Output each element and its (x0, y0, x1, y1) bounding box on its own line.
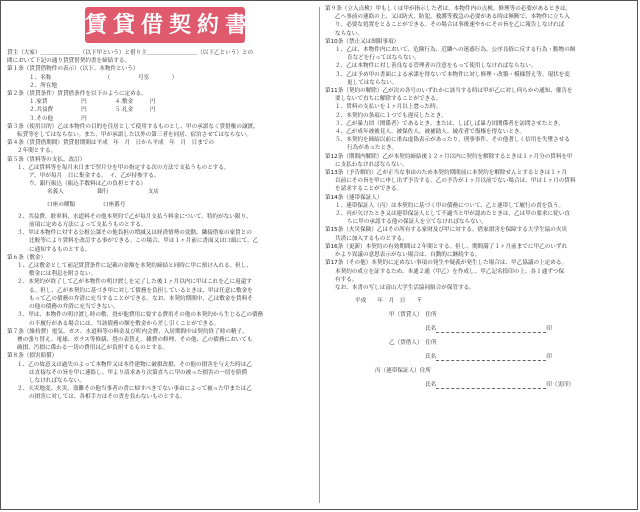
clause-line: ２.共益費 円 ５.礼金 円 (29, 107, 156, 114)
column-divider (319, 7, 320, 503)
clause-line: ウ、銀行振込（振込手数料は乙の負担とする） (29, 181, 147, 188)
signature-name-row (325, 350, 635, 364)
clause-line: の他の債務の弁済に充当できない。 (29, 304, 119, 311)
right-clauses (325, 5, 635, 292)
clause-line: 要しないで直ちに解除することができる。 (335, 96, 442, 103)
clause-line: 第２条（賃貸条件）賃貸借条件を以下のように定める。 (7, 91, 147, 98)
clause-line: ２年間とする。 (17, 148, 57, 155)
signature-block (325, 294, 635, 392)
seal-mark: 印 (546, 326, 552, 333)
left-clauses (7, 49, 313, 402)
clause-line: １、名称 （ 号室 ） (29, 74, 178, 81)
clause-line: 襖の張り替え、電球、ガラス等修繕、畳の表替え、雑費の修理、その他、乙の債務においても (17, 336, 253, 343)
clause-line: ３.その他 円 (29, 115, 87, 122)
clause-line: ２、丙が欠けたとき又は連帯保証人として不適当と甲が認めたときは、乙は甲の要求に従い直 (335, 211, 570, 218)
clause-line: 有する。 (335, 276, 358, 283)
clause-line: １、賃料の支払いを１ヶ月以上怠った時。 (335, 104, 442, 111)
clause-line: 第16条（更新）本契約の有効期間は２年間とする。但し、期間満了１ヶ月前までに甲乙のいずれ (325, 243, 568, 250)
signature-party-label: 丙（連帯保証人）住所 (375, 368, 431, 375)
clause-line: 更してはならない。 (347, 79, 398, 86)
seal-mark: 印（実印） (546, 382, 575, 389)
clause-line: 以前にその旨を甲に申し出ず予告する。乙の予告が１ヶ月以前でない場合は、甲は１ヶ月の賃料 (335, 178, 576, 185)
clause-line: 第７条（維持費）電気、ガス、水道料等の料金及び町内会費、入居期間中は契約終了時の精子、 (7, 328, 248, 335)
signature-name-row (325, 378, 635, 392)
seal-mark: 印 (546, 354, 552, 361)
clause-line: 敷金には利息を附さない。 (29, 271, 97, 278)
clause-line: 第８条（損害賠償） (7, 353, 58, 360)
clause-line: ２、本契約の条項に１つでも違反したとき。 (335, 112, 447, 119)
name-input-line[interactable] (436, 352, 546, 361)
clause-line: は直接なその旨を甲に連絡し、甲より請求あり次第直ちに甲の被った損害の一切を賠償 (29, 369, 248, 376)
name-label: 氏名 (425, 382, 437, 389)
clause-line: 第４条（賃貸借期間）賃貸借期間は平成 年 月 日から平成 年 月 日までの (7, 140, 214, 147)
clause-line: を請求することができる。 (335, 186, 403, 193)
clause-line: 転貸等をしてはならない。また、甲が承諾した以外の第三者を同居、宿泊させてはならない。 (17, 132, 252, 139)
clause-line: 第10条（禁止又は制限事項） (325, 38, 400, 45)
clause-line: 本契約の成立を証するため、本通２通（甲乙）を作成し、甲乙記名捺印の上、各１通ずつ保 (335, 268, 565, 275)
clause-line: ちに甲の承認する他の保証人を立てなければならない。 (347, 219, 487, 226)
clause-line: ２、所在地 (29, 82, 57, 89)
clause-line: ２、天災地変、火災、盗難その他当事者の責に帰すべきでない事由によって被った甲または乙 (17, 386, 252, 393)
clause-line: 第３条（使用目的）乙は本物件の目的を住居として使用するものとし、甲の承諾なく賃借権の譲渡、 (7, 123, 259, 130)
title-area (7, 5, 313, 49)
clause-line: ならない。 (335, 30, 363, 37)
signature-party-label: 甲（賃貸人） 住所 (389, 312, 437, 319)
clause-line: 第５条（賃料等の支払、改訂） (7, 156, 86, 163)
clause-line: なお、本書の写しは富山大学生活協同組合が保管する。 (335, 284, 475, 291)
clause-line: に支払わなければならない。 (335, 161, 408, 168)
document-title: 賃貸借契約書 (85, 7, 245, 43)
clause-line: 口座の種類 口座番号 (47, 201, 126, 208)
clause-line: ア、甲が毎月 日に集金する。 イ、乙が持参する。 (29, 173, 160, 180)
left-column (7, 5, 313, 402)
clause-line: 行為があったとき。 (347, 145, 398, 152)
clause-line: 育などを行ってはならない。 (347, 55, 420, 62)
name-input-line[interactable] (436, 324, 546, 333)
clause-line: 共済に加入するものとする。 (335, 235, 408, 242)
clause-line: 第13条（予告解約）乙が正当な事由のため本契約期間前に本契約を解除せんとするときは１ヶ月 (325, 170, 568, 177)
clause-line: 第11条（契約の解除）乙が次の各号のいずれかに該当する時は甲が乙に対し何らかの通知、催告を (325, 88, 573, 95)
clause-line: しなければならない。 (29, 377, 85, 384)
clause-line: 第９条（立入点検）甲もしくは甲が指示した者は、本物件内の点検、修理等の必要があるときは、 (325, 6, 572, 12)
clause-line: かより異議の意思表示がない場合は、自動的に継続する。 (335, 252, 481, 259)
clause-line: ２、本契約が終了して乙が本物件の明け渡しを完了した後１ヶ月以内に甲はこれを乙に返還す (17, 279, 252, 286)
clause-line: ２、乙は本物件に対し善良なる管理者の注意をもって使用しなければならない。 (335, 63, 537, 70)
clause-line: 第14条（連帯保証人） (325, 194, 383, 201)
clause-line: 乙へ事前の連絡の上、又は防火、防犯、救護等救急の必要がある時は無断で、本物件に立ち入 (335, 14, 570, 21)
clause-line: 名義人 銀行 支店 (47, 189, 159, 196)
clause-line: ４、乙が成年被後見人、被保佐人、被補助人、破産者で復権を得ないとき。 (335, 129, 525, 136)
clause-line: 破損、汚損に係わる一切の費用は乙が負担するものとする。 (17, 345, 169, 352)
name-input-line[interactable] (436, 380, 546, 389)
clause-line: ３、乙が暴力団（関係者）であるとき。または、しばしば暴力団関係者を訪問させたとき。 (335, 120, 564, 127)
clause-line: １、乙は敷金として前記賃貸条件に記載の金額を本契約締結と同時に甲に預け入れる。但し、 (17, 263, 252, 270)
clause-line: に通知するものとする。 (29, 246, 91, 253)
clause-line: り、必要な処置をとることができる。その場合は事後速やかにその旨を乙に報告しなければ (335, 22, 565, 29)
signature-name-row (325, 322, 635, 336)
clause-line: １、乙は、本物件内において、危険行為、近隣への迷惑行為、公序良俗に反する行為・動物の飼 (335, 47, 576, 54)
clause-line: 第１条（賃貸借物件の表示）（以下、本物件という） (7, 66, 139, 73)
name-label: 氏名 (425, 326, 437, 333)
clause-line: 第15条（火災保険）乙はその所有する家財及び甲に対する、借家損害を保障する大学生協の火災 (325, 227, 568, 234)
right-column (325, 5, 635, 392)
clause-line: ５、本契約を締結以前に重ね虚偽表示があったり、刑事事件、その他著しく信用を失墜させる (335, 137, 570, 144)
clause-line: の不履行がある場合には、当該債務の額を敷金から差し引くことができる。 (29, 320, 220, 327)
clause-line: １、乙は賃料等を毎月末日まで翌月分を甲の指定する次の方法で支払うものとする。 (17, 164, 230, 171)
clause-line: 貸主（大家）＿＿＿＿＿＿＿（以下甲という）と借り主＿＿＿＿＿＿＿＿＿（以下乙という）との (7, 50, 254, 56)
clause-line: 比較等により賃料を改訂する事ができる。この場合、甲は１ヶ月前に書面又は口頭にて、乙 (29, 238, 259, 245)
clause-line: １.家賃 円 ４.敷金 円 (29, 99, 156, 106)
clause-line: の損害に対しては、各相手方はその責を負わないものとする。 (29, 394, 186, 401)
clause-line: ３、乙は予め甲の書面による承諾を得ないで本物件に対し修理・改築・模様替え等、現状を変 (335, 71, 570, 78)
clause-line: ２、共益費、駐車料、水道料その他本契約で乙が毎月支払う料金について、特約がない限り、 (17, 213, 252, 220)
name-label: 氏名 (425, 354, 437, 361)
clause-line: ３、甲は本物件に対する公租公課その他負担の増減又は経済情勢の変動、隣接借家の家賃との (17, 230, 252, 237)
signature-date: 平成 年 月 日 〒 (355, 298, 423, 305)
clause-line: 間において下記の通り賃貸借契約書を締結する。 (7, 58, 131, 65)
clause-line: 第12条（期間内解除）乙が本契約締結後１２ヶ月以内に契約を解除するときは１ヶ月分の賃料を甲 (325, 153, 573, 160)
clause-line: ３、甲は、本物件の明け渡し時の敷、畳が他費用に要する費用その他の本契約から生じる乙の債務 (17, 312, 264, 319)
clause-line: １、乙の故意又は過失のよって本物件又は本件建物に破損改損、その他の損害を与えた時は乙 (17, 361, 252, 368)
clause-line: 第６条（敷金） (7, 254, 47, 261)
clause-line: 前項に定める方法によって支払うものとする。 (29, 222, 147, 229)
clause-line: 第17条（その他）本契約に定めない事項の発生や疑義が発生した場合は、甲乙協議の上定める。 (325, 260, 568, 267)
signature-party-label: 乙（賃借人） 住所 (389, 340, 437, 347)
clause-line: る。但し、乙が本契約に基づき甲に対して債務を負担しているときは、甲は任意に敷金を (29, 287, 253, 294)
clause-line: もって乙の債務の弁済に充当することができる。なお、本契約期間中、乙は敷金を賃料そ (29, 295, 253, 302)
clause-line: １、連帯保証人（丙）は本契約に基づく甲の債務について、乙と連帯して履行の責を負う。 (335, 202, 565, 209)
signature-rows (325, 308, 635, 392)
